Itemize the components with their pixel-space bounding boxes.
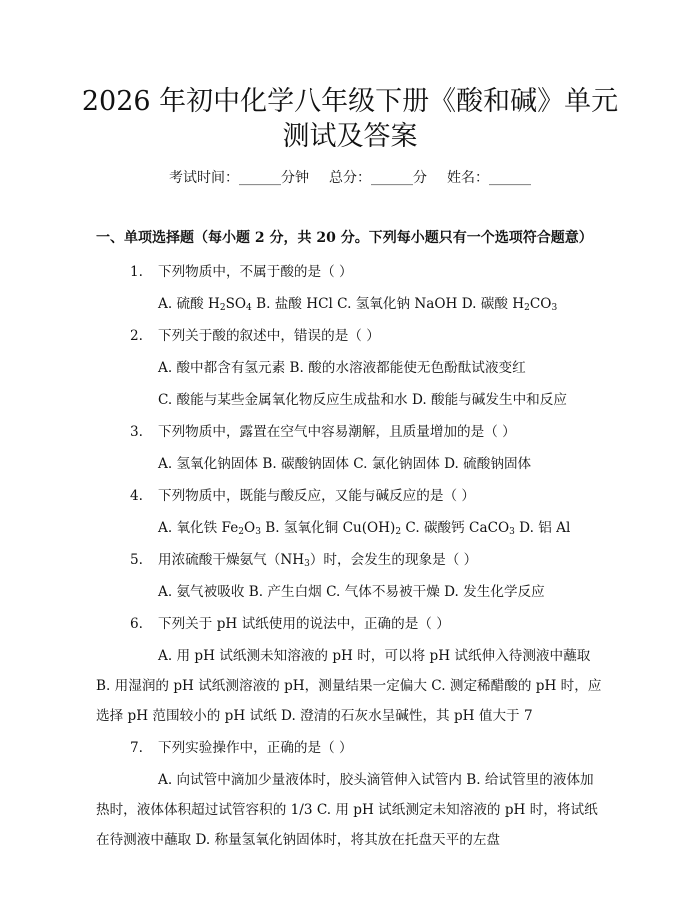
question-stem: 下列关于酸的叙述中，错误的是（ ） bbox=[158, 328, 380, 344]
question-number: 1. bbox=[130, 264, 143, 280]
question-options: A. 酸中都含有氢元素 B. 酸的水溶液都能使无色酚酞试液变红 bbox=[158, 360, 526, 376]
question-options: C. 酸能与某些金属氧化物反应生成盐和水 D. 酸能与碱发生中和反应 bbox=[158, 392, 567, 408]
question-stem: 下列物质中，露置在空气中容易潮解，且质量增加的是（ ） bbox=[158, 424, 516, 440]
question-number: 6. bbox=[130, 616, 143, 632]
student-name-field: 姓名：______ bbox=[447, 170, 531, 186]
document-title-line2: 测试及答案 bbox=[282, 121, 418, 152]
question-options: A. 氨气被吸收 B. 产生白烟 C. 气体不易被干燥 D. 发生化学反应 bbox=[158, 584, 545, 600]
question-options: A. 氢氧化钠固体 B. 碳酸钠固体 C. 氯化钠固体 D. 硫酸钠固体 bbox=[158, 456, 532, 472]
question-stem: 下列物质中，既能与酸反应，又能与碱反应的是（ ） bbox=[158, 488, 475, 504]
exam-meta bbox=[0, 168, 700, 188]
question-number: 2. bbox=[130, 328, 143, 344]
document-title-line1: 2026 年初中化学八年级下册《酸和碱》单元 bbox=[81, 86, 619, 117]
question-number: 5. bbox=[130, 552, 143, 568]
question-number: 7. bbox=[130, 740, 143, 756]
total-score-field: 总分：______分 bbox=[329, 170, 427, 186]
question-options: A. 氧化铁 $Fe_2O_3$ B. 氢氧化铜 $Cu(OH)_2$ C. 碳酸钙 CaCO$_3$ D. 铝 Al bbox=[158, 520, 571, 537]
question-options-paragraph: A. 用 pH 试纸测未知溶液的 pH 时，可以将 pH 试纸伸入待测液中蘸取 B. 用湿润的 pH 试纸测溶液的 pH，测量结果一定偏大 C. 测定稀醋酸的 pH 时，应选择 pH 范围较小的 pH 试纸 D. 澄清的石灰水呈碱性，其 pH 值大于 7 bbox=[96, 648, 602, 724]
section-heading-single-choice: 一、单项选择题（每小题 2 分，共 20 分。下列每小题只有一个选项符合题意） bbox=[96, 230, 593, 246]
question-number: 4. bbox=[130, 488, 143, 504]
question-number: 3. bbox=[130, 424, 143, 440]
question-stem: 下列关于 pH 试纸使用的说法中，正确的是（ ） bbox=[158, 616, 450, 632]
question-stem: 用浓硫酸干燥氨气$(NH_3)$时，会发生的现象是（ ） bbox=[158, 552, 478, 569]
exam-time-field: 考试时间：______分钟 bbox=[169, 170, 309, 186]
question-options-paragraph: A. 向试管中滴加少量液体时，胶头滴管伸入试管内 B. 给试管里的液体加热时，液体体积超过试管容积的 1/3 C. 用 pH 试纸测定未知溶液的 pH 时，将试纸在待测液中蘸取 D. 称量氢氧化钠固体时，将其放在托盘天平的左盘 bbox=[96, 772, 598, 848]
question-options: A. 硫酸 $H_2SO_4$ B. 盐酸 HCl C. 氢氧化钠 NaOH D. 碳酸 $H_2CO_3$ bbox=[158, 296, 558, 313]
question-stem: 下列实验操作中，正确的是（ ） bbox=[158, 740, 353, 756]
question-stem: 下列物质中，不属于酸的是（ ） bbox=[158, 264, 353, 280]
